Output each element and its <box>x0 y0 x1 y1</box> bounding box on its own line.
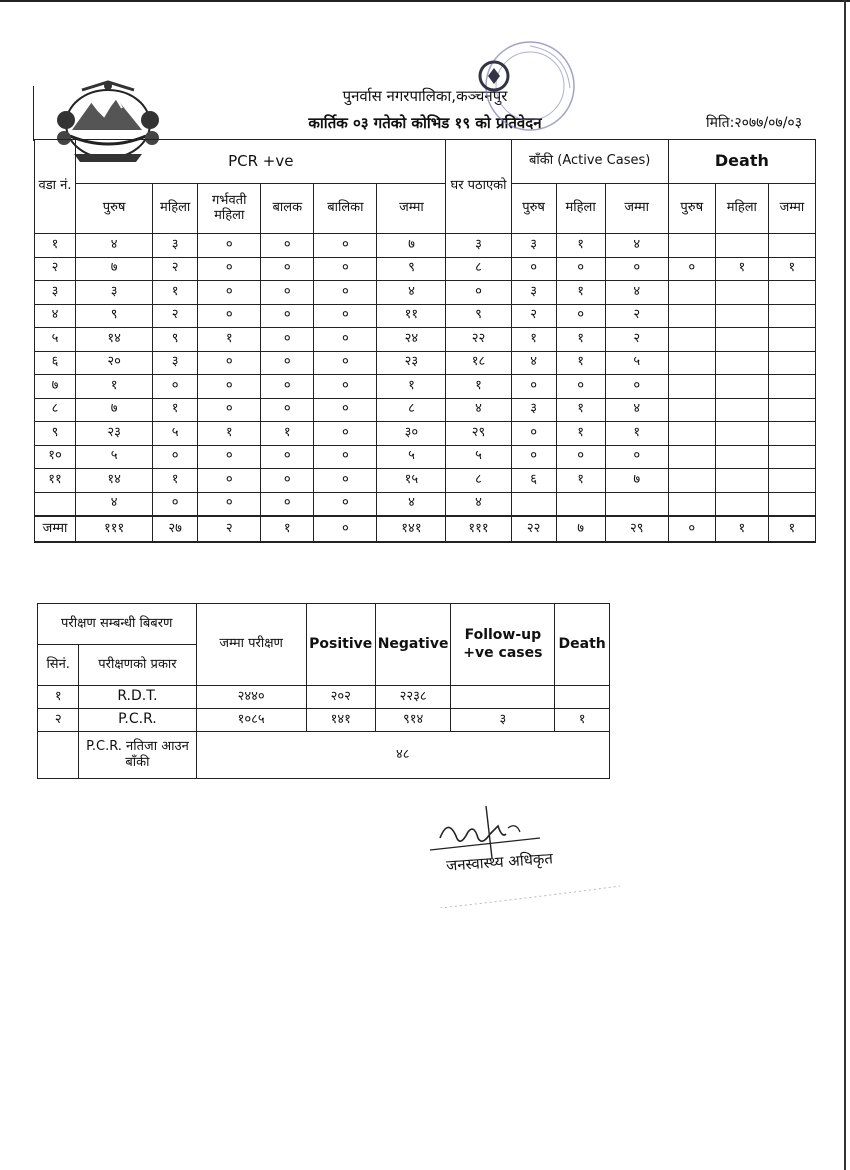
total-cell: ७ <box>556 516 605 542</box>
test-type-header: परीक्षणको प्रकार <box>79 645 196 686</box>
table-cell: ९ <box>76 304 153 328</box>
table-cell: २९ <box>446 422 511 446</box>
total-tests-header: जम्मा परीक्षण <box>196 604 306 686</box>
table-row <box>35 398 816 422</box>
table-cell: १ <box>556 328 605 352</box>
total-tests-cell: २४४० <box>196 686 306 709</box>
table-cell: ७ <box>76 257 153 281</box>
table-cell: ० <box>556 304 605 328</box>
total-cell: ० <box>314 516 377 542</box>
positive-header: Positive <box>306 604 375 686</box>
table-cell: ० <box>668 257 715 281</box>
table-row <box>35 445 816 469</box>
table-row <box>35 469 816 493</box>
table-cell <box>715 234 768 258</box>
serial-cell: १ <box>38 686 79 709</box>
table-cell: १ <box>556 281 605 305</box>
active-cases-header: बाँकी (Active Cases) <box>511 140 668 184</box>
total-cell: ० <box>668 516 715 542</box>
pcr-female-header: महिला <box>153 184 198 234</box>
table-cell: ० <box>314 234 377 258</box>
followup-cell: ३ <box>451 709 555 732</box>
ward-cell: ८ <box>35 398 76 422</box>
pcr-boy-header: बालक <box>261 184 314 234</box>
table-cell: ० <box>261 469 314 493</box>
negative-cell: ९१४ <box>375 709 451 732</box>
table-cell: २० <box>76 351 153 375</box>
table-cell: १४ <box>76 469 153 493</box>
total-cell: १११ <box>446 516 511 542</box>
table-cell: ० <box>511 422 556 446</box>
table-cell <box>556 492 605 516</box>
table-cell: ० <box>605 445 668 469</box>
table-cell: ९ <box>153 328 198 352</box>
table-cell <box>715 445 768 469</box>
table-row <box>35 422 816 446</box>
table-cell: ० <box>314 351 377 375</box>
table-cell <box>668 492 715 516</box>
table-cell: २ <box>605 328 668 352</box>
total-cell: २२ <box>511 516 556 542</box>
table-cell <box>715 328 768 352</box>
table-cell: ११ <box>377 304 446 328</box>
table-cell <box>768 281 815 305</box>
table-cell: ४ <box>605 281 668 305</box>
table-cell: १ <box>556 351 605 375</box>
table-cell: १८ <box>446 351 511 375</box>
table-cell: १ <box>556 469 605 493</box>
table-cell <box>605 492 668 516</box>
table-cell: ० <box>556 257 605 281</box>
table-cell <box>668 469 715 493</box>
pcr-pregnant-header: गर्भवती महिला <box>198 184 261 234</box>
negative-header: Negative <box>375 604 451 686</box>
table-cell: ० <box>153 492 198 516</box>
table-cell: १ <box>556 422 605 446</box>
table-cell: ३ <box>153 351 198 375</box>
serial-cell: २ <box>38 709 79 732</box>
home-sent-header: घर पठाएको <box>446 140 511 234</box>
table-cell: ५ <box>76 445 153 469</box>
test-death-header: Death <box>555 604 610 686</box>
table-cell: ० <box>261 375 314 399</box>
total-cell: २९ <box>605 516 668 542</box>
table-cell: ० <box>314 422 377 446</box>
test-details-header: परीक्षण सम्बन्धी बिबरण <box>38 604 197 645</box>
table-cell: ० <box>261 281 314 305</box>
pcr-pending-label: P.C.R. नतिजा आउन बाँकी <box>79 732 196 779</box>
ward-cell: ४ <box>35 304 76 328</box>
table-cell <box>715 351 768 375</box>
table-cell: ० <box>314 398 377 422</box>
table-cell <box>668 375 715 399</box>
ward-cell: ६ <box>35 351 76 375</box>
report-date: मिति:२०७७/०७/०३ <box>706 115 802 131</box>
table-cell: ३० <box>377 422 446 446</box>
table-cell: ९ <box>377 257 446 281</box>
table-cell: १५ <box>377 469 446 493</box>
negative-cell: २२३८ <box>375 686 451 709</box>
table-cell <box>715 422 768 446</box>
table-cell: ७ <box>377 234 446 258</box>
total-row <box>35 516 816 542</box>
active-male-header: पुरुष <box>511 184 556 234</box>
page-border <box>0 0 850 2</box>
ward-cell: १० <box>35 445 76 469</box>
table-cell: ५ <box>377 445 446 469</box>
table-cell <box>768 422 815 446</box>
table-cell <box>768 492 815 516</box>
table-cell: ३ <box>446 234 511 258</box>
table-cell <box>768 375 815 399</box>
table-row <box>35 234 816 258</box>
table-cell: ० <box>198 398 261 422</box>
table-cell: १४ <box>76 328 153 352</box>
office-name: पुनर्वास नगरपालिका,कञ्चनपुर <box>342 87 508 105</box>
table-cell: १ <box>153 281 198 305</box>
table-cell <box>768 304 815 328</box>
page-border-right <box>844 0 846 1170</box>
table-cell: ८ <box>377 398 446 422</box>
table-cell: ० <box>314 281 377 305</box>
table-row <box>35 304 816 328</box>
table-cell <box>715 398 768 422</box>
table-cell <box>715 469 768 493</box>
table-cell: ३ <box>76 281 153 305</box>
table-cell: ३ <box>511 398 556 422</box>
table-cell: ० <box>314 445 377 469</box>
table-cell: ० <box>314 375 377 399</box>
death-female-header: महिला <box>715 184 768 234</box>
table-row <box>35 492 816 516</box>
table-cell: ० <box>556 375 605 399</box>
ward-cell: ११ <box>35 469 76 493</box>
table-cell: १ <box>261 422 314 446</box>
total-cell: २७ <box>153 516 198 542</box>
table-cell: १ <box>715 257 768 281</box>
table-cell: ० <box>198 351 261 375</box>
table-cell: ० <box>198 375 261 399</box>
table-row <box>35 257 816 281</box>
ward-header: वडा नं. <box>35 140 76 234</box>
table-cell <box>668 281 715 305</box>
covid-ward-table <box>34 139 816 543</box>
table-cell: १ <box>153 398 198 422</box>
table-cell: २३ <box>377 351 446 375</box>
table-cell: ७ <box>605 469 668 493</box>
table-cell <box>715 304 768 328</box>
table-cell: ० <box>198 445 261 469</box>
table-cell: ४ <box>446 492 511 516</box>
pcr-positive-header: PCR +ve <box>76 140 446 184</box>
table-cell <box>668 422 715 446</box>
positive-cell: २०२ <box>306 686 375 709</box>
table-cell: ४ <box>76 492 153 516</box>
table-cell: ३ <box>511 234 556 258</box>
total-cell: १४१ <box>377 516 446 542</box>
serial-cell <box>38 732 79 779</box>
table-cell: ० <box>198 281 261 305</box>
table-cell: ५ <box>153 422 198 446</box>
table-cell: ० <box>198 234 261 258</box>
ward-cell: ९ <box>35 422 76 446</box>
table-cell: ० <box>261 398 314 422</box>
table-cell: ० <box>153 375 198 399</box>
table-cell: २२ <box>446 328 511 352</box>
table-cell <box>768 398 815 422</box>
death-header: Death <box>668 140 815 184</box>
table-cell: १ <box>556 234 605 258</box>
table-cell <box>715 375 768 399</box>
table-cell: ० <box>261 445 314 469</box>
table-cell: १ <box>153 469 198 493</box>
table-cell: ० <box>153 445 198 469</box>
table-cell <box>668 398 715 422</box>
active-total-header: जम्मा <box>605 184 668 234</box>
table-cell: ० <box>511 445 556 469</box>
death-total-header: जम्मा <box>768 184 815 234</box>
table-row <box>38 709 610 732</box>
table-cell: ६ <box>511 469 556 493</box>
positive-cell: १४१ <box>306 709 375 732</box>
table-cell: ० <box>314 469 377 493</box>
table-cell: ० <box>511 375 556 399</box>
table-cell: ० <box>605 257 668 281</box>
table-cell: १ <box>377 375 446 399</box>
table-cell: ० <box>511 257 556 281</box>
table-cell: ५ <box>605 351 668 375</box>
total-tests-cell: १०८५ <box>196 709 306 732</box>
table-cell: २३ <box>76 422 153 446</box>
table-cell <box>668 328 715 352</box>
table-cell: १ <box>198 422 261 446</box>
office-stamp-icon <box>470 28 600 138</box>
table-row <box>35 375 816 399</box>
table-cell: ० <box>261 492 314 516</box>
table-cell: ० <box>314 257 377 281</box>
table-cell: १ <box>198 328 261 352</box>
table-cell: ८ <box>446 257 511 281</box>
table-cell: १ <box>605 422 668 446</box>
table-cell: ० <box>314 328 377 352</box>
total-cell: १ <box>715 516 768 542</box>
table-cell: १ <box>768 257 815 281</box>
table-cell: ० <box>314 304 377 328</box>
table-cell: ३ <box>153 234 198 258</box>
test-type-cell: R.D.T. <box>79 686 196 709</box>
table-cell <box>511 492 556 516</box>
total-cell: १११ <box>76 516 153 542</box>
death-cell <box>555 686 610 709</box>
table-cell: १ <box>446 375 511 399</box>
followup-header: Follow-up +ve cases <box>451 604 555 686</box>
table-cell: ४ <box>446 398 511 422</box>
table-cell: ८ <box>446 469 511 493</box>
table-cell: १ <box>556 398 605 422</box>
total-cell: २ <box>198 516 261 542</box>
table-cell <box>668 445 715 469</box>
table-cell: ५ <box>446 445 511 469</box>
table-cell: १ <box>76 375 153 399</box>
table-cell <box>768 328 815 352</box>
table-cell: ० <box>556 445 605 469</box>
table-cell: ४ <box>605 398 668 422</box>
total-cell: १ <box>261 516 314 542</box>
table-cell: ० <box>198 469 261 493</box>
followup-cell <box>451 686 555 709</box>
table-row <box>35 281 816 305</box>
ward-cell: ७ <box>35 375 76 399</box>
table-row <box>35 351 816 375</box>
death-cell: १ <box>555 709 610 732</box>
table-cell: २४ <box>377 328 446 352</box>
serial-header: सिनं. <box>38 645 79 686</box>
table-cell: ४ <box>511 351 556 375</box>
total-label: जम्मा <box>35 516 76 542</box>
table-cell <box>768 234 815 258</box>
ward-cell: ३ <box>35 281 76 305</box>
table-cell: १ <box>511 328 556 352</box>
table-cell: ७ <box>76 398 153 422</box>
table-cell: २ <box>605 304 668 328</box>
table-cell <box>715 281 768 305</box>
table-cell: २ <box>153 304 198 328</box>
test-details-table <box>37 603 610 779</box>
pcr-total-header: जम्मा <box>377 184 446 234</box>
table-cell: ० <box>198 304 261 328</box>
table-cell <box>768 351 815 375</box>
table-row <box>35 328 816 352</box>
table-cell <box>668 234 715 258</box>
table-cell: २ <box>511 304 556 328</box>
table-cell: ३ <box>511 281 556 305</box>
total-cell: १ <box>768 516 815 542</box>
table-cell <box>668 304 715 328</box>
table-cell: ० <box>605 375 668 399</box>
table-cell: ४ <box>377 281 446 305</box>
test-type-cell: P.C.R. <box>79 709 196 732</box>
table-cell <box>668 351 715 375</box>
table-cell: ४ <box>377 492 446 516</box>
table-cell: ४ <box>605 234 668 258</box>
signatory-title: जनस्वास्थ्य अधिकृत <box>445 849 554 875</box>
pcr-pending-value: ४८ <box>196 732 610 779</box>
table-cell: ० <box>198 492 261 516</box>
table-cell: ० <box>198 257 261 281</box>
table-cell: ० <box>261 257 314 281</box>
ward-cell <box>35 492 76 516</box>
pcr-male-header: पुरुष <box>76 184 153 234</box>
table-cell: ० <box>261 234 314 258</box>
active-female-header: महिला <box>556 184 605 234</box>
table-cell: ० <box>261 328 314 352</box>
table-row <box>38 686 610 709</box>
ward-cell: १ <box>35 234 76 258</box>
table-cell: ० <box>261 304 314 328</box>
pcr-girl-header: बालिका <box>314 184 377 234</box>
ward-cell: ५ <box>35 328 76 352</box>
ward-cell: २ <box>35 257 76 281</box>
table-cell: ० <box>446 281 511 305</box>
table-cell: २ <box>153 257 198 281</box>
report-title: कार्तिक ०३ गतेको कोभिड १९ को प्रतिवेदन <box>308 114 542 132</box>
table-cell: ४ <box>76 234 153 258</box>
table-cell: ९ <box>446 304 511 328</box>
table-cell <box>768 469 815 493</box>
pcr-pending-row <box>38 732 610 779</box>
table-cell <box>768 445 815 469</box>
death-male-header: पुरुष <box>668 184 715 234</box>
table-cell: ० <box>261 351 314 375</box>
table-cell <box>715 492 768 516</box>
table-cell: ० <box>314 492 377 516</box>
